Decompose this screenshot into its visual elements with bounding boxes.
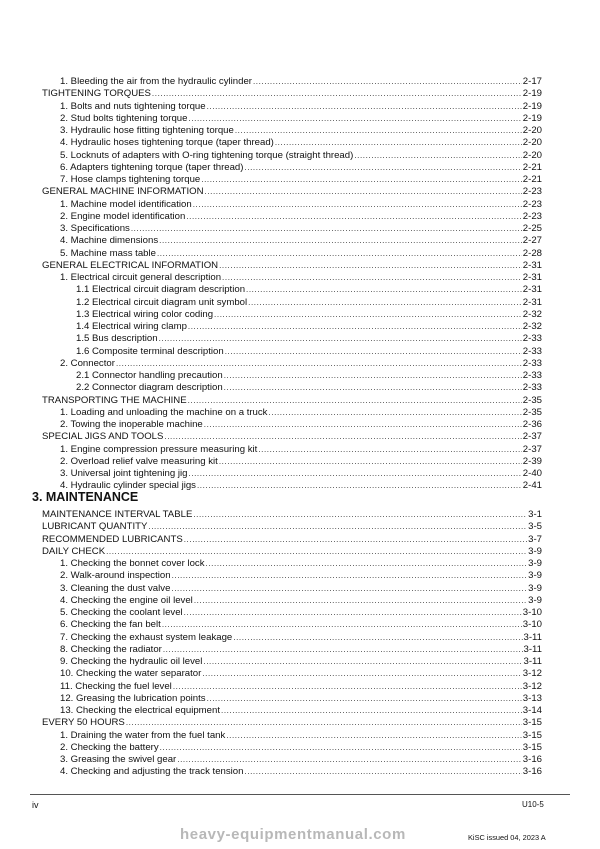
toc-entry-title: TIGHTENING TORQUES (42, 88, 151, 100)
toc-entry-page: 3-15 (522, 741, 542, 753)
toc-leader-dots (160, 742, 522, 754)
toc-entry-title: 2. Walk-around inspection (60, 570, 171, 582)
toc-leader-dots (163, 644, 523, 656)
toc-entry-title: 1.3 Electrical wiring color coding (76, 308, 214, 320)
toc-entry-title: 1.5 Bus description (76, 333, 158, 345)
toc-entry[interactable] (42, 272, 542, 284)
toc-entry[interactable] (42, 162, 542, 174)
toc-entry-page: 3-10 (522, 619, 542, 631)
toc-leader-dots (173, 681, 522, 693)
toc-entry-page: 3-9 (528, 582, 542, 594)
toc-entry[interactable] (42, 137, 542, 149)
toc-entry[interactable] (42, 444, 542, 456)
toc-leader-dots (159, 333, 522, 345)
toc-leader-dots (207, 693, 522, 705)
toc-entry[interactable] (42, 583, 542, 595)
toc-entry-title: 1. Engine compression pressure measuring kit (60, 443, 258, 455)
toc-entry-page: 3-11 (523, 656, 542, 667)
toc-entry[interactable] (42, 705, 542, 717)
toc-leader-dots (233, 632, 522, 644)
toc-entry-title: SPECIAL JIGS AND TOOLS (42, 431, 164, 443)
issued-label: KiSC issued 04, 2023 A (468, 833, 546, 842)
toc-leader-dots (258, 444, 521, 456)
toc-entry-title: EVERY 50 HOURS (42, 717, 125, 729)
toc-entry[interactable] (42, 456, 542, 468)
toc-entry-title: 3. Specifications (60, 223, 130, 234)
toc-entry[interactable] (42, 370, 542, 382)
toc-leader-dots (244, 766, 521, 778)
toc-leader-dots (275, 137, 522, 149)
toc-entry-title: 6. Adapters tightening torque (taper thread) (60, 161, 244, 173)
toc-leader-dots (186, 211, 521, 223)
toc-leader-dots (253, 76, 522, 88)
toc-entry[interactable] (42, 101, 542, 113)
toc-entry-page: 2-37 (522, 431, 542, 443)
toc-leader-dots (159, 235, 522, 247)
toc-entry-page: 3-9 (528, 570, 542, 582)
toc-entry-page: 3-9 (528, 594, 542, 606)
toc-entry-title: 3. Cleaning the dust valve (60, 582, 171, 594)
toc-entry-title: 4. Hydraulic hoses tightening torque (taper thread) (60, 137, 274, 149)
toc-entry-page: 2-33 (522, 370, 542, 381)
toc-entry[interactable] (42, 186, 542, 198)
toc-leader-dots (219, 260, 522, 272)
toc-entry-page: 2-19 (522, 112, 542, 124)
toc-entry-title: GENERAL ELECTRICAL INFORMATION (42, 259, 219, 271)
toc-entry-title: 4. Checking the engine oil level (60, 594, 193, 606)
toc-leader-dots (162, 619, 522, 631)
toc-entry-title: RECOMMENDED LUBRICANTS (42, 533, 183, 545)
toc-entry-title: 2. Stud bolts tightening torque (60, 112, 188, 124)
toc-entry-page: 2-37 (522, 443, 542, 455)
toc-entry-page: 3-7 (528, 533, 542, 545)
toc-entry[interactable] (42, 693, 542, 705)
toc-entry[interactable] (42, 730, 542, 742)
toc-entry-title: 2.1 Connector handling precaution (76, 370, 223, 381)
toc-entry[interactable] (42, 754, 542, 766)
toc-leader-dots (205, 186, 522, 198)
toc-entry[interactable] (42, 333, 542, 345)
toc-entry[interactable] (42, 223, 542, 235)
toc-leader-dots (197, 480, 522, 492)
toc-leader-dots (126, 717, 522, 729)
toc-entry[interactable] (42, 419, 542, 431)
toc-leader-dots (248, 297, 522, 309)
toc-entry[interactable] (42, 717, 542, 729)
toc-entry-page: 3-16 (522, 754, 542, 765)
toc-entry[interactable] (42, 595, 542, 607)
toc-entry-page: 2-33 (522, 333, 542, 345)
toc-entry-title: 3. Universal joint tightening jig (60, 468, 188, 479)
toc-entry[interactable] (42, 644, 542, 656)
toc-entry-page: 2-41 (522, 480, 542, 492)
toc-leader-dots (246, 284, 522, 296)
toc-entry-page: 3-12 (522, 668, 542, 680)
toc-leader-dots (204, 419, 522, 431)
toc-entry-page: 2-31 (522, 284, 542, 296)
toc-entry[interactable] (42, 619, 542, 631)
toc-entry-title: 1. Checking the bonnet cover lock (60, 558, 205, 569)
section-heading: 3. MAINTENANCE (32, 490, 139, 504)
toc-entry[interactable] (42, 681, 542, 693)
toc-entry[interactable] (42, 297, 542, 309)
toc-entry-page: 2-33 (522, 357, 542, 369)
toc-entry-page: 3-14 (522, 705, 542, 716)
toc-entry[interactable] (42, 558, 542, 570)
toc-entry-title: 11. Checking the fuel level (60, 680, 172, 692)
toc-entry-page: 2-35 (522, 406, 542, 418)
toc-leader-dots (106, 546, 527, 558)
toc-entry[interactable] (42, 150, 542, 162)
watermark-text: heavy-equipmentmanual.com (180, 826, 406, 843)
toc-entry-page: 3-13 (522, 692, 542, 704)
toc-entry-title: 1. Bleeding the air from the hydraulic cylinder (60, 76, 252, 87)
toc-entry-title: 1. Bolts and nuts tightening torque (60, 100, 206, 112)
toc-entry-title: 10. Checking the water separator (60, 668, 202, 680)
toc-entry[interactable] (42, 607, 542, 619)
toc-entry-page: 3-15 (522, 717, 542, 729)
toc-leader-dots (177, 754, 522, 766)
toc-entry-page: 2-20 (522, 137, 542, 149)
toc-leader-dots (152, 88, 522, 100)
toc-leader-dots (188, 468, 521, 480)
toc-leader-dots (201, 174, 522, 186)
toc-entry-page: 2-32 (522, 321, 542, 332)
toc-entry-page: 3-15 (522, 729, 542, 741)
toc-leader-dots (219, 456, 522, 468)
toc-entry-page: 2-39 (522, 455, 542, 467)
toc-entry-page: 2-33 (522, 345, 542, 357)
toc-entry-page: 3-11 (523, 631, 542, 643)
toc-leader-dots (188, 321, 522, 333)
toc-leader-dots (193, 199, 522, 211)
model-label: U10-5 (522, 800, 544, 809)
toc-entry[interactable] (42, 668, 542, 680)
toc-leader-dots (194, 595, 527, 607)
toc-entry-title: 5. Checking the coolant level (60, 607, 183, 618)
toc-entry-title: 1.4 Electrical wiring clamp (76, 321, 187, 332)
toc-leader-dots (172, 570, 528, 582)
toc-leader-dots (164, 431, 521, 443)
toc-entry-page: 2-21 (522, 161, 542, 173)
toc-entry[interactable] (42, 174, 542, 186)
toc-entry-title: 2. Checking the battery (60, 741, 159, 753)
toc-entry-page: 2-20 (522, 149, 542, 161)
toc-entry-title: 2. Connector (60, 357, 115, 369)
toc-entry-title: 1. Machine model identification (60, 198, 192, 210)
toc-leader-dots (222, 272, 522, 284)
toc-entry-page: 2-23 (522, 210, 542, 222)
toc-leader-dots (225, 346, 522, 358)
toc-entry-page: 2-40 (522, 468, 542, 479)
toc-list-part2 (42, 509, 542, 779)
toc-entry-title: 1.2 Electrical circuit diagram unit symbol (76, 296, 248, 308)
toc-entry[interactable] (42, 570, 542, 582)
toc-entry-title: 7. Checking the exhaust system leakage (60, 631, 233, 643)
toc-leader-dots (193, 509, 527, 521)
toc-entry-title: 4. Machine dimensions (60, 235, 159, 247)
toc-entry-title: 3. Hydraulic hose fitting tightening torque (60, 125, 234, 136)
toc-entry-page: 3-10 (522, 607, 542, 618)
toc-entry-title: 1.1 Electrical circuit diagram description (76, 284, 246, 296)
toc-entry[interactable] (42, 284, 542, 296)
toc-entry-page: 2-35 (522, 394, 542, 406)
toc-entry[interactable] (42, 407, 542, 419)
toc-entry-title: 1. Electrical circuit general description (60, 272, 222, 283)
toc-entry-title: 5. Locknuts of adapters with O-ring tightening torque (straight thread) (60, 149, 354, 161)
toc-entry-title: 2. Towing the inoperable machine (60, 419, 203, 430)
toc-leader-dots (207, 101, 522, 113)
toc-entry-page: 2-17 (522, 76, 542, 87)
toc-entry-page: 3-11 (523, 643, 542, 655)
toc-leader-dots (157, 248, 522, 260)
toc-leader-dots (171, 583, 527, 595)
toc-entry-page: 2-21 (522, 174, 542, 185)
toc-leader-dots (188, 113, 521, 125)
toc-entry-page: 2-28 (522, 247, 542, 259)
toc-entry[interactable] (42, 113, 542, 125)
toc-entry-page: 3-9 (528, 545, 542, 557)
toc-entry[interactable] (42, 395, 542, 407)
toc-entry[interactable] (42, 742, 542, 754)
toc-entry-page: 3-16 (522, 766, 542, 778)
toc-entry[interactable] (42, 199, 542, 211)
toc-entry-page: 2-23 (522, 186, 542, 198)
toc-entry-page: 2-19 (522, 88, 542, 100)
toc-entry-title: 4. Hydraulic cylinder special jigs (60, 480, 196, 492)
toc-entry-page: 2-36 (522, 419, 542, 430)
toc-leader-dots (214, 309, 522, 321)
toc-entry[interactable] (42, 88, 542, 100)
toc-entry-title: 3. Greasing the swivel gear (60, 754, 177, 765)
toc-entry-page: 2-25 (522, 223, 542, 234)
toc-entry[interactable] (42, 346, 542, 358)
toc-entry-page: 2-32 (522, 308, 542, 320)
page-number: iv (32, 800, 39, 810)
toc-entry-title: 7. Hose clamps tightening torque (60, 174, 201, 185)
toc-entry-title: 12. Greasing the lubrication points (60, 692, 206, 704)
toc-entry-title: 4. Checking and adjusting the track tension (60, 766, 244, 778)
toc-leader-dots (184, 534, 527, 546)
toc-leader-dots (224, 370, 522, 382)
toc-leader-dots (184, 607, 522, 619)
toc-leader-dots (203, 656, 522, 668)
toc-entry[interactable] (42, 468, 542, 480)
toc-leader-dots (202, 668, 521, 680)
toc-leader-dots (235, 125, 522, 137)
toc-entry-title: LUBRICANT QUANTITY (42, 521, 148, 533)
toc-leader-dots (221, 705, 522, 717)
toc-entry-page: 2-31 (522, 259, 542, 271)
toc-entry[interactable] (42, 534, 542, 546)
toc-entry-page: 2-33 (522, 382, 542, 394)
toc-list-part1 (42, 76, 542, 493)
toc-entry-title: 13. Checking the electrical equipment (60, 705, 220, 716)
footer-divider (30, 794, 570, 795)
toc-entry-title: DAILY CHECK (42, 545, 106, 557)
toc-entry-title: 8. Checking the radiator (60, 643, 162, 655)
toc-entry[interactable] (42, 382, 542, 394)
toc-leader-dots (188, 395, 522, 407)
toc-entry[interactable] (42, 656, 542, 668)
toc-entry[interactable] (42, 211, 542, 223)
toc-entry-title: 6. Checking the fan belt (60, 619, 161, 631)
toc-leader-dots (206, 558, 528, 570)
toc-entry-title: 5. Machine mass table (60, 247, 156, 259)
toc-entry[interactable] (42, 766, 542, 778)
toc-entry-page: 2-20 (522, 125, 542, 136)
toc-entry[interactable] (42, 431, 542, 443)
toc-entry[interactable] (42, 632, 542, 644)
toc-entry-page: 2-19 (522, 100, 542, 112)
toc-entry[interactable] (42, 76, 542, 88)
toc-entry-title: MAINTENANCE INTERVAL TABLE (42, 509, 193, 520)
toc-entry-title: 1. Draining the water from the fuel tank (60, 729, 226, 741)
toc-entry[interactable] (42, 546, 542, 558)
toc-entry[interactable] (42, 309, 542, 321)
toc-leader-dots (224, 382, 522, 394)
toc-entry-title: GENERAL MACHINE INFORMATION (42, 186, 204, 198)
toc-leader-dots (116, 358, 522, 370)
toc-entry-title: 2. Engine model identification (60, 210, 186, 222)
toc-entry-page: 3-1 (528, 509, 542, 520)
toc-entry-title: TRANSPORTING THE MACHINE (42, 394, 187, 406)
toc-entry[interactable] (42, 509, 542, 521)
toc-entry-title: 2. Overload relief valve measuring kit (60, 455, 218, 467)
toc-entry-title: 1. Loading and unloading the machine on a truck (60, 406, 268, 418)
toc-entry-page: 2-23 (522, 198, 542, 210)
toc-entry-page: 2-31 (522, 296, 542, 308)
toc-entry[interactable] (42, 260, 542, 272)
toc-entry-title: 2.2 Connector diagram description (76, 382, 223, 394)
toc-leader-dots (148, 521, 527, 533)
toc-entry[interactable] (42, 248, 542, 260)
toc-entry[interactable] (42, 125, 542, 137)
toc-leader-dots (131, 223, 522, 235)
toc-entry-page: 2-31 (522, 272, 542, 283)
toc-leader-dots (354, 150, 521, 162)
toc-entry-page: 2-27 (522, 235, 542, 247)
toc-leader-dots (268, 407, 521, 419)
toc-entry[interactable] (42, 521, 542, 533)
toc-entry-title: 1.6 Composite terminal description (76, 345, 224, 357)
toc-entry-page: 3-12 (522, 680, 542, 692)
toc-entry[interactable] (42, 358, 542, 370)
toc-leader-dots (244, 162, 521, 174)
toc-entry-page: 3-9 (528, 558, 542, 569)
toc-leader-dots (226, 730, 521, 742)
toc-entry[interactable] (42, 235, 542, 247)
toc-entry-page: 3-5 (528, 521, 542, 533)
toc-entry-title: 9. Checking the hydraulic oil level (60, 656, 203, 667)
toc-entry[interactable] (42, 321, 542, 333)
